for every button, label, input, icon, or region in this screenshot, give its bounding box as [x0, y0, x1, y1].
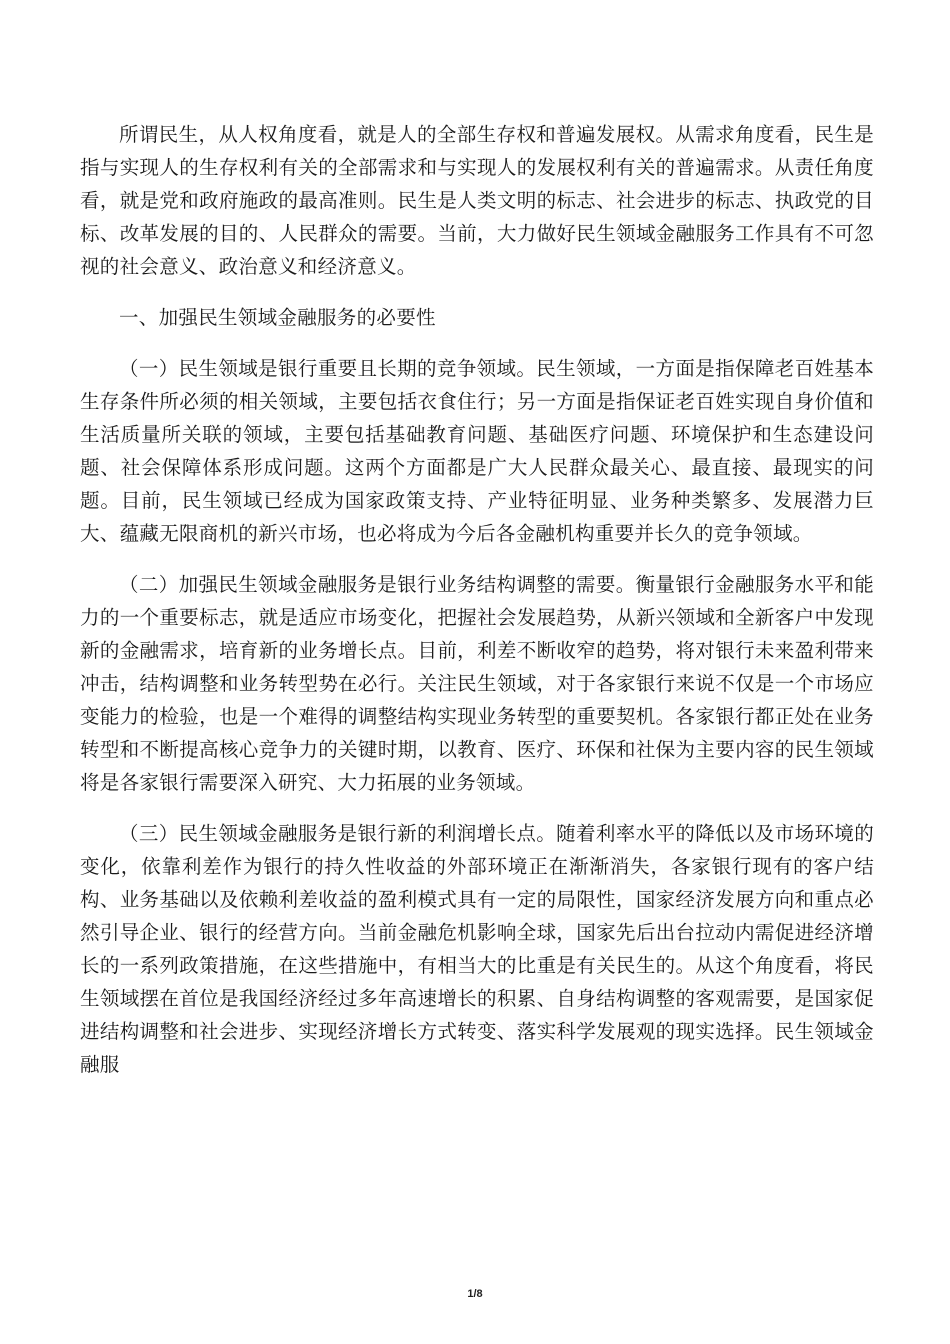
section-paragraph-2: （二）加强民生领域金融服务是银行业务结构调整的需要。衡量银行金融服务水平和能力的一个重要标志，就是适应市场变化，把握社会发展趋势，从新兴领域和全新客户中发现新的金融需求，培育新的业务增长点。目前，利差不断收窄的趋势，将对银行未来盈利带来冲击，结构调整和业务转型势在必行。关注民生领域，对于各家银行来说不仅是一个市场应变能力的检验，也是一个难得的调整结构实现业务转型的重要契机。各家银行都正处在业务转型和不断提高核心竞争力的关键时期，以教育、医疗、环保和社保为主要内容的民生领域将是各家银行需要深入研究、大力拓展的业务领域。: [80, 573, 874, 794]
section-heading: 一、加强民生领域金融服务的必要性: [119, 306, 436, 329]
intro-paragraph: 所谓民生，从人权角度看，就是人的全部生存权和普遍发展权。从需求角度看，民生是指与实现人的生存权利有关的全部需求和与实现人的发展权利有关的普遍需求。从责任角度看，就是党和政府施政的最高准则。民生是人类文明的标志、社会进步的标志、执政党的目标、改革发展的目的、人民群众的需要。当前，大力做好民生领域金融服务工作具有不可忽视的社会意义、政治意义和经济意义。: [80, 123, 874, 278]
document-body: [80, 118, 874, 1081]
section-paragraph-3: （三）民生领域金融服务是银行新的利润增长点。随着利率水平的降低以及市场环境的变化，依靠利差作为银行的持久性收益的外部环境正在渐渐消失，各家银行现有的客户结构、业务基础以及依赖利差收益的盈利模式具有一定的局限性，国家经济发展方向和重点必然引导企业、银行的经营方向。当前金融危机影响全球，国家先后出台拉动内需促进经济增长的一系列政策措施，在这些措施中，有相当大的比重是有关民生的。从这个角度看，将民生领域摆在首位是我国经济经过多年高速增长的积累、自身结构调整的客观需要，是国家促进结构调整和社会进步、实现经济增长方式转变、落实科学发展观的现实选择。民生领域金融服: [80, 822, 874, 1076]
page-number: 1/8: [467, 1288, 483, 1300]
section-paragraph-1: （一）民生领域是银行重要且长期的竞争领域。民生领域，一方面是指保障老百姓基本生存条件所必须的相关领域，主要包括衣食住行；另一方面是指保证老百姓实现自身价值和生活质量所关联的领域，主要包括基础教育问题、基础医疗问题、环境保护和生态建设问题、社会保障体系形成问题。这两个方面都是广大人民群众最关心、最直接、最现实的问题。目前，民生领域已经成为国家政策支持、产业特征明显、业务种类繁多、发展潜力巨大、蕴藏无限商机的新兴市场，也必将成为今后各金融机构重要并长久的竞争领域。: [80, 357, 874, 545]
